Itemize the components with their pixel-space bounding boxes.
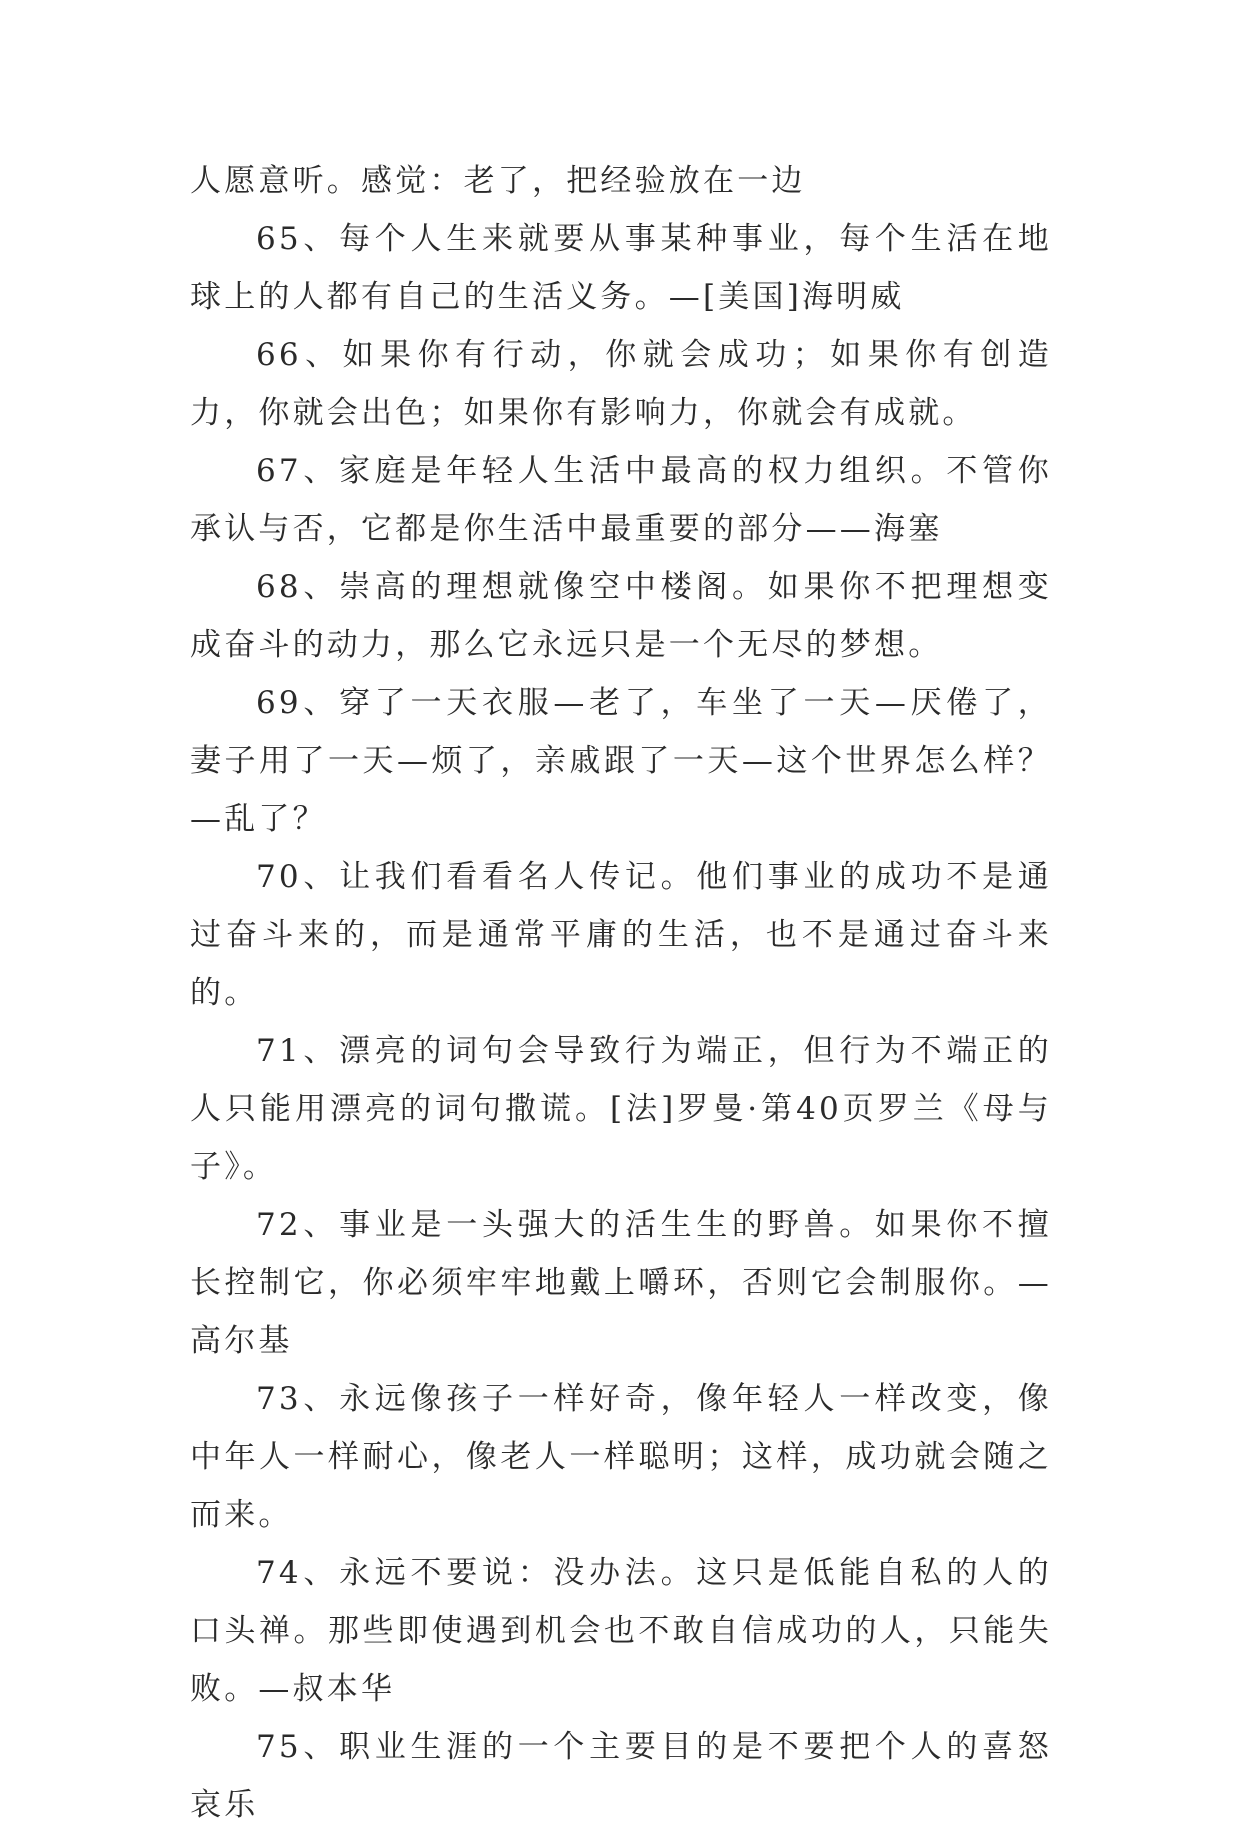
paragraph-69: 69、穿了一天衣服—老了，车坐了一天—厌倦了，妻子用了一天—烦了，亲戚跟了一天—这个世界怎么样？—乱了？ — [190, 685, 1052, 837]
paragraph-70: 70、让我们看看名人传记。他们事业的成功不是通过奋斗来的，而是通常平庸的生活，也不是通过奋斗来的。 — [190, 859, 1052, 1011]
paragraph-65: 65、每个人生来就要从事某种事业，每个生活在地球上的人都有自己的生活义务。—[美国]海明威 — [190, 221, 1052, 315]
paragraph-68: 68、崇高的理想就像空中楼阁。如果你不把理想变成奋斗的动力，那么它永远只是一个无尽的梦想。 — [190, 569, 1052, 663]
paragraph-continuation: 人愿意听。感觉：老了，把经验放在一边 — [190, 163, 806, 199]
paragraph-67: 67、家庭是年轻人生活中最高的权力组织。不管你承认与否，它都是你生活中最重要的部分——海塞 — [190, 453, 1052, 547]
paragraph-66: 66、如果你有行动，你就会成功；如果你有创造力，你就会出色；如果你有影响力，你就会有成就。 — [190, 337, 1052, 431]
paragraph-73: 73、永远像孩子一样好奇，像年轻人一样改变，像中年人一样耐心，像老人一样聪明；这样，成功就会随之而来。 — [190, 1381, 1052, 1533]
paragraph-74: 74、永远不要说：没办法。这只是低能自私的人的口头禅。那些即使遇到机会也不敢自信成功的人，只能失败。—叔本华 — [190, 1555, 1052, 1707]
document-body — [190, 152, 1052, 1834]
paragraph-71: 71、漂亮的词句会导致行为端正，但行为不端正的人只能用漂亮的词句撒谎。[法]罗曼·第40页罗兰《母与子》。 — [190, 1033, 1052, 1185]
paragraph-75: 75、职业生涯的一个主要目的是不要把个人的喜怒哀乐 — [190, 1729, 1052, 1823]
paragraph-72: 72、事业是一头强大的活生生的野兽。如果你不擅长控制它，你必须牢牢地戴上嚼环，否则它会制服你。—高尔基 — [190, 1207, 1052, 1359]
